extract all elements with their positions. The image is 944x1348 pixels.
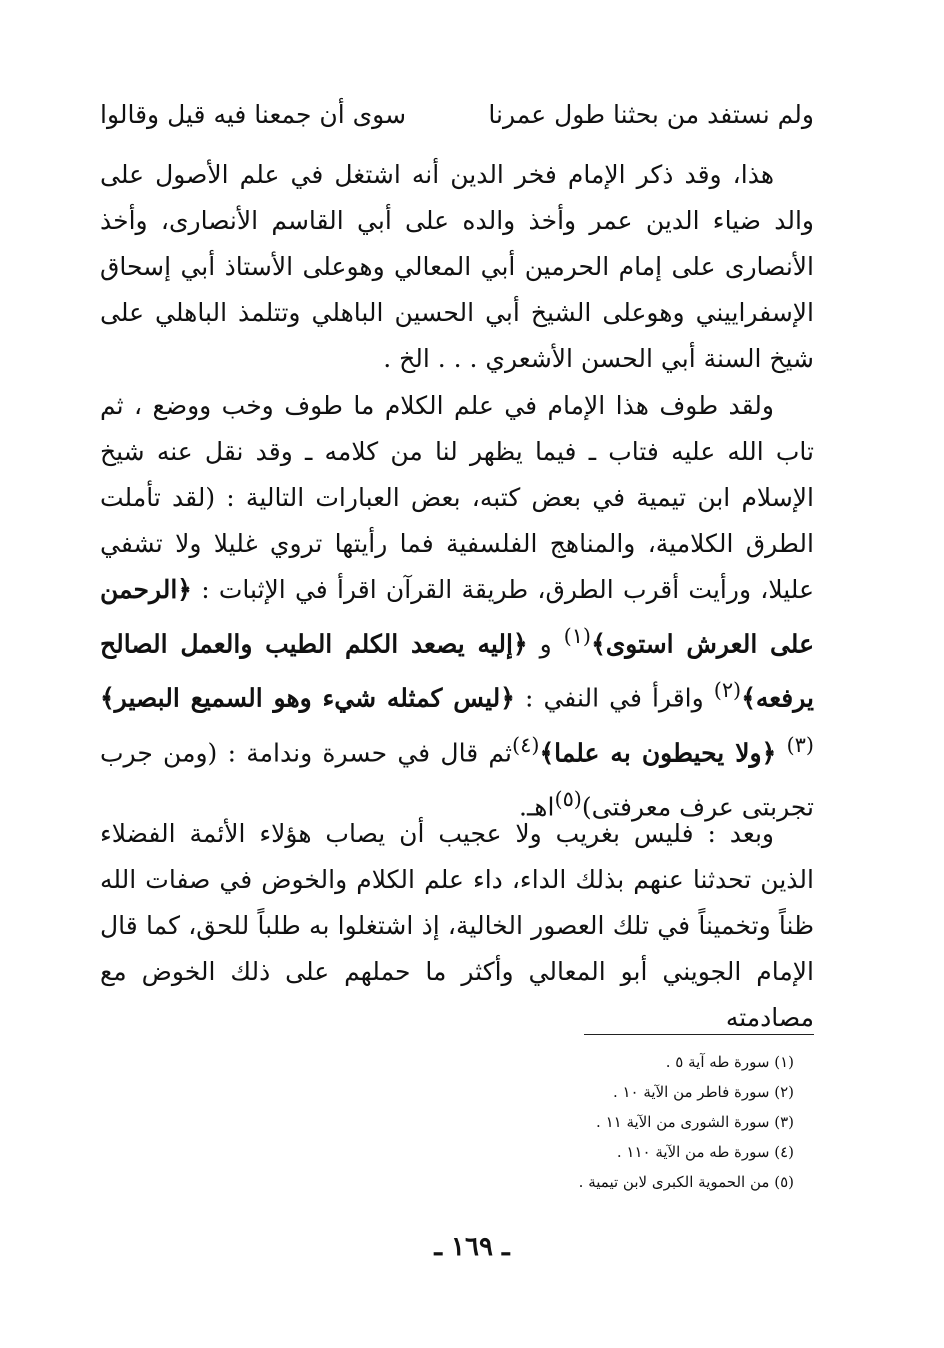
footnote-item: (٤) سورة طه من الآية ١١٠ . [616, 1143, 794, 1161]
footnote-item: (٣) سورة الشورى من الآية ١١ . [596, 1113, 794, 1131]
text-run: ثم قال في حسرة وندامة : (ومن جرب تجربتى عرف معرفتى) [100, 737, 814, 822]
quran-quote-2: ﴿إليه يصعد الكلم الطيب والعمل الصالح يرفعه﴾ [100, 629, 815, 713]
quran-quote-1: ﴿الرحمن على العرش استوى﴾ [100, 575, 814, 659]
paragraph-1 [100, 152, 814, 382]
verse-second-hemistich: سوى أن جمعنا فيه قيل وقالوا [100, 100, 407, 129]
paragraph-3-text: وبعد : فليس بغريب ولا عجيب أن يصاب هؤلاء الأئمة الفضلاء الذين تحدثنا عنهم بذلك الداء، داء علم الكلام والخوض في صفات الله ظناً وتخميناً في تلك العصور الخالية، إذ اشتغلوا به طلباً للحق، كما قال الإمام الجويني أبو المعالي وأكثر ما حملهم على ذلك الخوض مع مصادمته [100, 819, 814, 1032]
footnote-ref-3: (٣) [786, 732, 814, 757]
footnote-item: (٢) سورة فاطر من الآية ١٠ . [612, 1083, 794, 1101]
text-run: واقرأ في النفي : [514, 683, 714, 713]
footnote-ref-4: (٤) [512, 732, 540, 757]
text-run: ولقد طوف هذا الإمام في علم الكلام ما طوف وخب ووضع ، ثم تاب الله عليه فتاب ـ فيما يظهر لنا من كلامه ـ وقد نقل عنه شيخ الإسلام ابن تيمية في بعض كتبه، بعض العبارات التالية : (لقد تأملت الطرق الكلامية، والمناهج الفلسفية فما رأيتها تروي غليلا ولا تشفي عليلا، ورأيت أقرب الطرق، طريقة القرآن اقرأ في الإثبات : [100, 391, 814, 604]
text-run: اهـ. [519, 792, 555, 822]
footnote-item: (٥) من الحموية الكبرى لابن تيمية . [578, 1173, 794, 1191]
footnote-divider [584, 1034, 814, 1035]
paragraph-2-text [100, 383, 814, 830]
page-number: ـ ١٦٩ ـ [434, 1232, 510, 1262]
text-run [776, 738, 786, 767]
paragraph-3 [100, 811, 814, 1041]
poetry-verse [100, 100, 814, 129]
footnote-ref-5: (٥) [554, 786, 582, 811]
paragraph-2 [100, 383, 814, 830]
paragraph-1-text: هذا، وقد ذكر الإمام فخر الدين أنه اشتغل في علم الأصول على والد ضياء الدين عمر وأخذ والده على أبي القاسم الأنصارى، وأخذ الأنصارى على إمام الحرمين أبي المعالي وهوعلى الأستاذ أبي إسحاق الإسفراييني وهوعلى الشيخ أبي الحسين الباهلي وتتلمذ الباهلي على شيخ السنة أبي الحسن الأشعري . . . الخ . [100, 160, 814, 373]
quran-quote-4: ﴿ولا يحيطون به علما﴾ [539, 737, 777, 767]
footnote-ref-1: (١) [563, 624, 592, 648]
footnotes-list [474, 1047, 794, 1197]
verse-first-hemistich: ولم نستفد من بحثنا طول عمرنا [488, 100, 814, 129]
quran-quote-3: ﴿ليس كمثله شيء وهو السميع البصير﴾ [100, 683, 515, 713]
text-run: و [527, 629, 564, 659]
footnote-ref-2: (٢) [713, 678, 742, 703]
footnote-item: (١) سورة طه آية ٥ . [665, 1053, 794, 1071]
